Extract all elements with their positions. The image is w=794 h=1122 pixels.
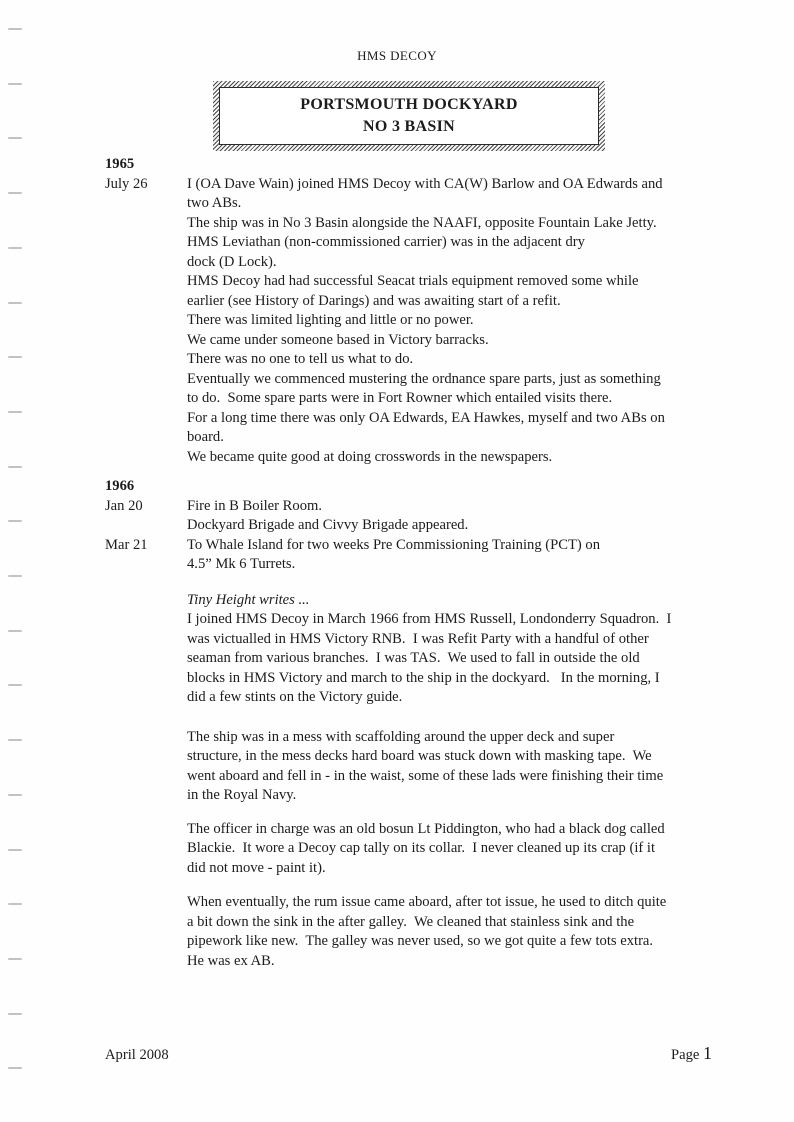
scan-mark: [8, 520, 22, 522]
banner-box: [213, 81, 605, 151]
diary-entry: [105, 536, 727, 575]
narrative-heading: Tiny Height writes ...: [187, 591, 310, 608]
narrative-line: went aboard and fell in - in the waist, some of these lads were finishing their time: [187, 767, 664, 784]
document-title: HMS DECOY: [357, 48, 437, 63]
year-entries: [105, 175, 727, 468]
entry-line: HMS Decoy had had successful Seacat trials equipment removed some while: [187, 273, 639, 289]
entry-line: board.: [187, 429, 224, 445]
entry-line: We became quite good at doing crosswords in the newspapers.: [187, 448, 553, 465]
narrative-line: The officer in charge was an old bosun Lt Piddington, who had a black dog called: [187, 820, 665, 837]
scan-mark: [8, 247, 22, 249]
narrative-line: a bit down the sink in the after galley. We cleaned that stainless sink and the: [187, 913, 635, 930]
year-section: [105, 477, 727, 575]
entry-line: to do. Some spare parts were in Fort Rowner which entailed visits there.: [187, 390, 613, 406]
entry-line: dock (D Lock).: [187, 253, 277, 270]
scan-mark: [8, 1067, 22, 1069]
narrative-line: I joined HMS Decoy in March 1966 from HMS Russell, Londonderry Squadron. I: [187, 611, 672, 627]
narrative-line: did a few stints on the Victory guide.: [187, 689, 403, 705]
footer-page-number: 1: [703, 1043, 712, 1063]
scan-mark: [8, 1013, 22, 1015]
entry-line: earlier (see History of Darings) and was awaiting start of a refit.: [187, 292, 561, 309]
diary-entry: [105, 175, 727, 468]
scan-mark: [8, 903, 22, 905]
entry-lines: [187, 536, 727, 575]
footer-page-label: Page: [670, 1047, 700, 1063]
entry-line: I (OA Dave Wain) joined HMS Decoy with CA(W) Barlow and OA Edwards and: [187, 175, 663, 192]
narrative-line: in the Royal Navy.: [187, 787, 297, 803]
narrative-line: did not move - paint it).: [187, 859, 326, 876]
banner-box-inner: [219, 87, 599, 145]
entry-line: Fire in B Boiler Room.: [187, 497, 322, 514]
scan-mark: [8, 794, 22, 796]
scan-mark: [8, 28, 22, 30]
diary-sections: [105, 155, 727, 575]
narrative-line: He was ex AB.: [187, 952, 275, 969]
narrative-paragraph: [187, 820, 727, 879]
page-footer: [105, 1044, 712, 1066]
banner-line-2: NO 3 BASIN: [363, 118, 455, 135]
scan-mark: [8, 302, 22, 304]
diary-content: [105, 155, 727, 971]
diary-entry: [105, 497, 727, 536]
narrative-paragraph: [187, 610, 727, 708]
narrative-line: When eventually, the rum issue came aboard, after tot issue, he used to ditch quite: [187, 894, 667, 910]
narrative-paragraphs: [187, 610, 727, 971]
year-heading: 1966: [105, 478, 135, 494]
narrative-line: pipework like new. The galley was never used, so we got quite a few tots extra.: [187, 933, 654, 949]
entry-line: For a long time there was only OA Edwards, EA Hawkes, myself and two ABs on: [187, 409, 665, 426]
narrative-paragraph: [187, 893, 727, 971]
footer-page: [671, 1044, 712, 1066]
entry-line: The ship was in No 3 Basin alongside the NAAFI, opposite Fountain Lake Jetty.: [187, 214, 657, 231]
narrative-line: Blackie. It wore a Decoy cap tally on its collar. I never cleaned up its crap (if it: [187, 840, 656, 856]
scan-mark: [8, 684, 22, 686]
entry-date: Jan 20: [105, 497, 143, 514]
entry-line: Dockyard Brigade and Civvy Brigade appeared.: [187, 517, 469, 533]
entry-line: 4.5” Mk 6 Turrets.: [187, 556, 296, 572]
entry-line: There was limited lighting and little or no power.: [187, 312, 474, 328]
narrative-line: The ship was in a mess with scaffolding around the upper deck and super: [187, 728, 615, 745]
scan-mark: [8, 192, 22, 194]
entry-line: two ABs.: [187, 195, 242, 211]
narrative-section: [187, 591, 727, 972]
scan-mark: [8, 849, 22, 851]
entry-line: We came under someone based in Victory barracks.: [187, 331, 489, 348]
entry-lines: [187, 175, 727, 468]
entry-date: July 26: [105, 175, 148, 192]
scan-mark: [8, 575, 22, 577]
scan-mark: [8, 137, 22, 139]
year-entries: [105, 497, 727, 575]
scan-mark: [8, 356, 22, 358]
entry-line: There was no one to tell us what to do.: [187, 351, 414, 367]
scan-mark: [8, 958, 22, 960]
year-section: [105, 155, 727, 467]
scan-mark: [8, 83, 22, 85]
entry-line: HMS Leviathan (non-commissioned carrier) was in the adjacent dry: [187, 234, 585, 250]
scan-mark: [8, 466, 22, 468]
narrative-line: structure, in the mess decks hard board was stuck down with masking tape. We: [187, 748, 652, 764]
footer-date: April 2008: [105, 1047, 169, 1063]
scan-mark: [8, 739, 22, 741]
entry-date: Mar 21: [105, 536, 148, 553]
year-heading: 1965: [105, 156, 135, 172]
entry-lines: [187, 497, 727, 536]
scan-mark: [8, 411, 22, 413]
narrative-line: blocks in HMS Victory and march to the ship in the dockyard. In the morning, I: [187, 669, 660, 686]
narrative-line: was victualled in HMS Victory RNB. I was Refit Party with a handful of other: [187, 630, 649, 647]
narrative-paragraph: [187, 728, 727, 806]
banner-line-1: PORTSMOUTH DOCKYARD: [300, 96, 518, 113]
entry-line: Eventually we commenced mustering the ordnance spare parts, just as something: [187, 370, 661, 387]
entry-line: To Whale Island for two weeks Pre Commissioning Training (PCT) on: [187, 536, 600, 553]
scan-mark: [8, 630, 22, 632]
narrative-line: seaman from various branches. I was TAS. We used to fall in outside the old: [187, 650, 640, 666]
